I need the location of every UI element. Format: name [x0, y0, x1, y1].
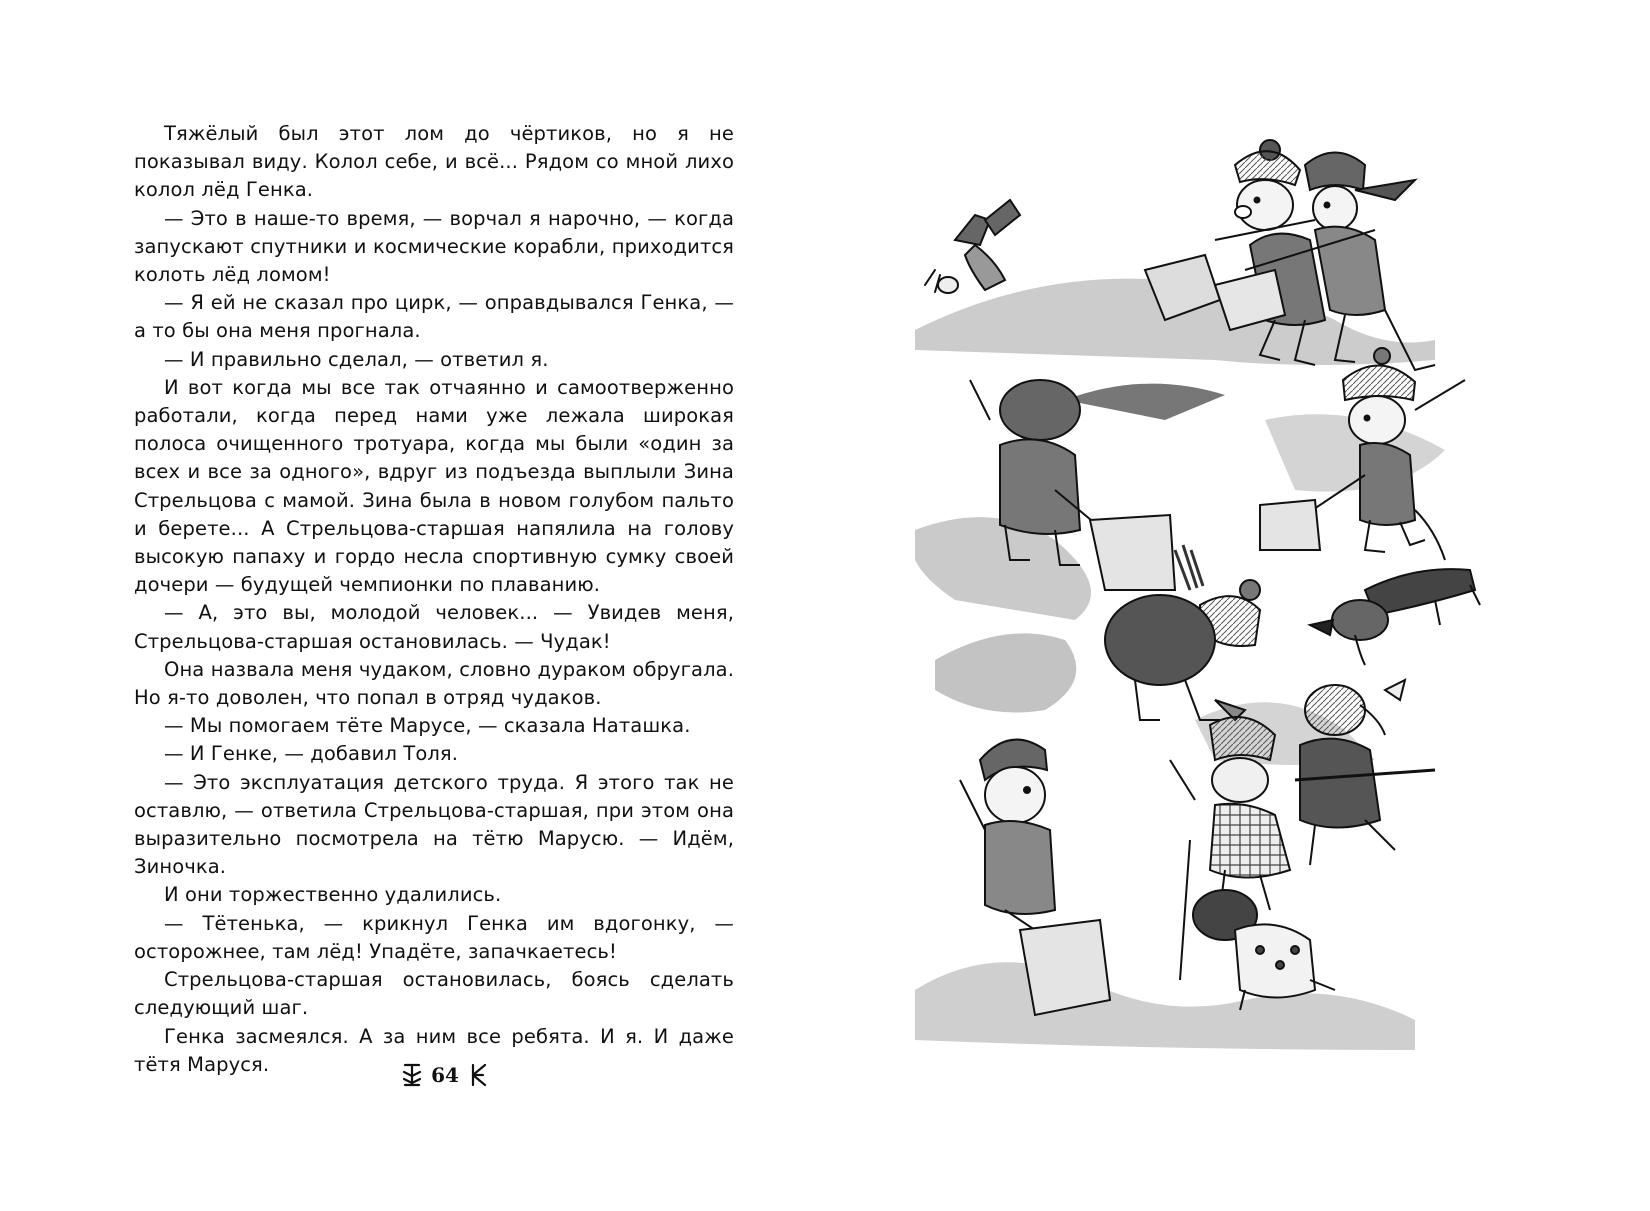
paragraph: — И Генке, — добавил Толя. — [164, 742, 459, 766]
paragraph: — Я ей не сказал про цирк, — оправдывался Генка, — а то бы она меня прогнала. — [134, 291, 734, 343]
winter-illustration — [915, 120, 1565, 1090]
paragraph: Стрельцова-старшая остановилась, боясь сделать следующий шаг. — [134, 968, 734, 1020]
child-upside-down — [925, 200, 1020, 293]
right-ornament-icon — [467, 1062, 489, 1088]
page-number-footer — [395, 1062, 495, 1088]
girl-with-bow — [1295, 680, 1435, 865]
paragraph: — Тётенька, — крикнул Генка им вдогонку, — осторожнее, там лёд! Упадёте, запачкаетесь! — [134, 911, 734, 963]
page-number: 64 — [431, 1063, 459, 1087]
paragraph: И вот когда мы все так отчаянно и самоотверженно работали, когда перед нами уже лежала широкая полоса очищенного тротуара, когда мы были «один за всех и все за одного», вдруг из подъезда выплыли Зина Стрельцова с мамой. Зина была в новом голубом пальто и берете... А Стрельцова-старшая напялила на голову высокую папаху и гордо несла спортивную сумку своей дочери — будущей чемпионки по плаванию. — [134, 375, 734, 597]
paragraph: — А, это вы, молодой человек... — Увидев меня, Стрельцова-старшая остановилась. — Чудак! — [134, 601, 734, 653]
paragraph: Генка засмеялся. А за ним все ребята. И я. И даже тётя Маруся. — [134, 1024, 734, 1076]
dachshund-dog — [1310, 510, 1480, 665]
paragraph: Тяжёлый был этот лом до чёртиков, но я не показывал виду. Колол себе, и всё... Рядом со мной лихо колол лёд Генка. — [134, 122, 734, 202]
paragraph: — И правильно сделал, — ответил я. — [164, 347, 549, 371]
paragraph: — Это в наше-то время, — ворчал я нарочно, — когда запускают спутники и космические корабли, приходится колоть лёд ломом! — [134, 206, 734, 287]
text-column — [134, 120, 734, 1079]
paragraph: — Это эксплуатация детского труда. Я этого так не оставлю, — ответила Стрельцова-старшая, при этом она выразительно посмотрела на тётю Марусю. — Идём, Зиночка. — [134, 770, 734, 879]
paragraph: И они торжественно удалились. — [164, 883, 502, 907]
paragraph: Она назвала меня чудаком, словно дураком обругала. Но я-то доволен, что попал в отряд чудаков. — [134, 657, 734, 710]
left-ornament-icon — [401, 1062, 423, 1088]
paragraph: — Мы помогаем тёте Марусе, — сказала Наташка. — [164, 714, 691, 738]
